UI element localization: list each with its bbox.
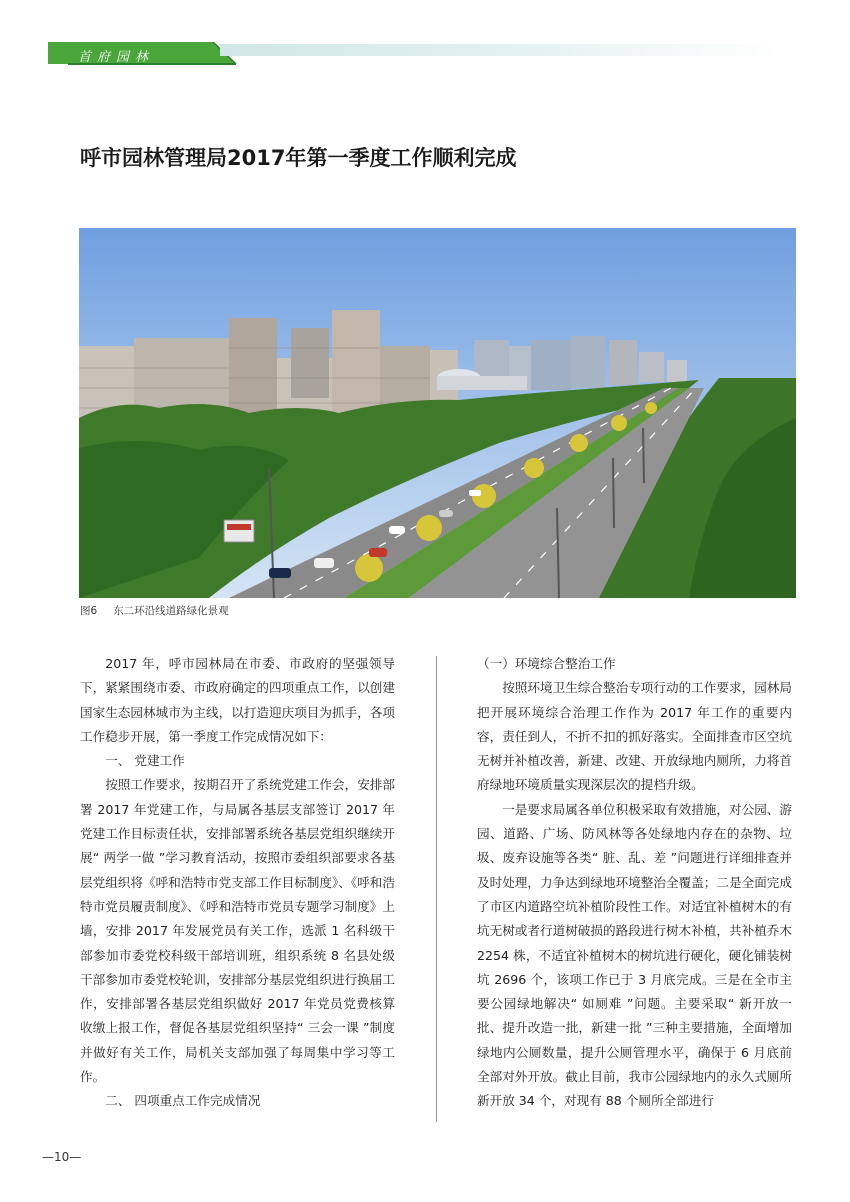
column-divider	[436, 656, 437, 1122]
section-title: 首府园林	[78, 50, 155, 65]
right-column	[477, 652, 792, 1114]
paragraph: 按照工作要求，按期召开了系统党建工作会，安排部署 2017 年党建工作，与局属各基层支部签订 2017 年党建工作目标责任状，安排部署系统各基层党组织继续开展“ 两学一做 ”学习教育活动，按照市委组织部要求各基层党组织将《呼和浩特市党支部工作目标制度》、《呼和浩特市党员履责制度》、《呼和浩特市党员专题学习制度》上墙，安排 2017 年发展党员有关工作，选派 1 名科级干部参加市委党校科级干部培训班，组织系统 8 名县处级干部参加市委党校轮训，安排部分基层党组织进行换届工作，安排部署各基层党组织做好 2017 年党员党费核算收缴上报工作，督促各基层党组织坚持“ 三会一课 ”制度并做好有关工作，局机关支部加强了每周集中学习等工作。	[80, 777, 395, 1085]
paragraph: 按照环境卫生综合整治专项行动的工作要求，园林局把开展环境综合治理工作作为 2017 年工作的重要内容，责任到人，不折不扣的抓好落实。全面排查市区空坑无树并补植改善，新建、改建、开放绿地内厕所，力将首府绿地环境质量实现深层次的提档升级。	[477, 680, 792, 793]
page-number: —10—	[42, 1150, 82, 1164]
article-title: 呼市园林管理局2017年第一季度工作顺利完成	[80, 146, 517, 170]
section-heading: 一、 党建工作	[105, 753, 185, 769]
figure-caption-text: 东二环沿线道路绿化景观	[113, 605, 229, 617]
paragraph: 一是要求局属各单位积极采取有效措施，对公园、游园、道路、广场、防风林等各处绿地内存在的杂物、垃圾、废弃设施等各类“ 脏、乱、差 ”问题进行详细排查并及时处理，力争达到绿地环境整治全覆盖；二是全面完成了市区内道路空坑补植阶段性工作。对适宜补植树木的有坑无树或者行道树破损的路段进行树木补植，共补植乔木 2254 株，不适宜补植树木的树坑进行硬化，硬化铺装树坑 2696 个，该项工作已于 3 月底完成。三是在全市主要公园绿地解决“ 如厕难 ”问题。主要采取“ 新开放一批、提升改造一批，新建一批 ”三种主要措施，全面增加绿地内公厕数量，提升公厕管理水平，确保于 6 月底前全部对外开放。截止目前，我市公园绿地内的永久式厕所新开放 34 个，对现有 88 个厕所全部进行	[477, 801, 792, 1109]
left-column	[80, 652, 395, 1114]
section-tab	[48, 42, 238, 66]
paragraph: 2017 年，呼市园林局在市委、市政府的坚强领导下，紧紧围绕市委、市政府确定的四项重点工作，以创建国家生态园林城市为主线，以打造迎庆项目为抓手，各项工作稳步开展，第一季度工作完成情况如下：	[80, 656, 395, 744]
subsection-heading: （一）环境综合整治工作	[477, 656, 616, 671]
header-band	[220, 44, 780, 56]
section-heading: 二、 四项重点工作完成情况	[105, 1093, 261, 1109]
road-greening-photo	[79, 228, 796, 598]
figure-caption	[80, 603, 229, 618]
figure-number: 图6	[80, 605, 98, 617]
